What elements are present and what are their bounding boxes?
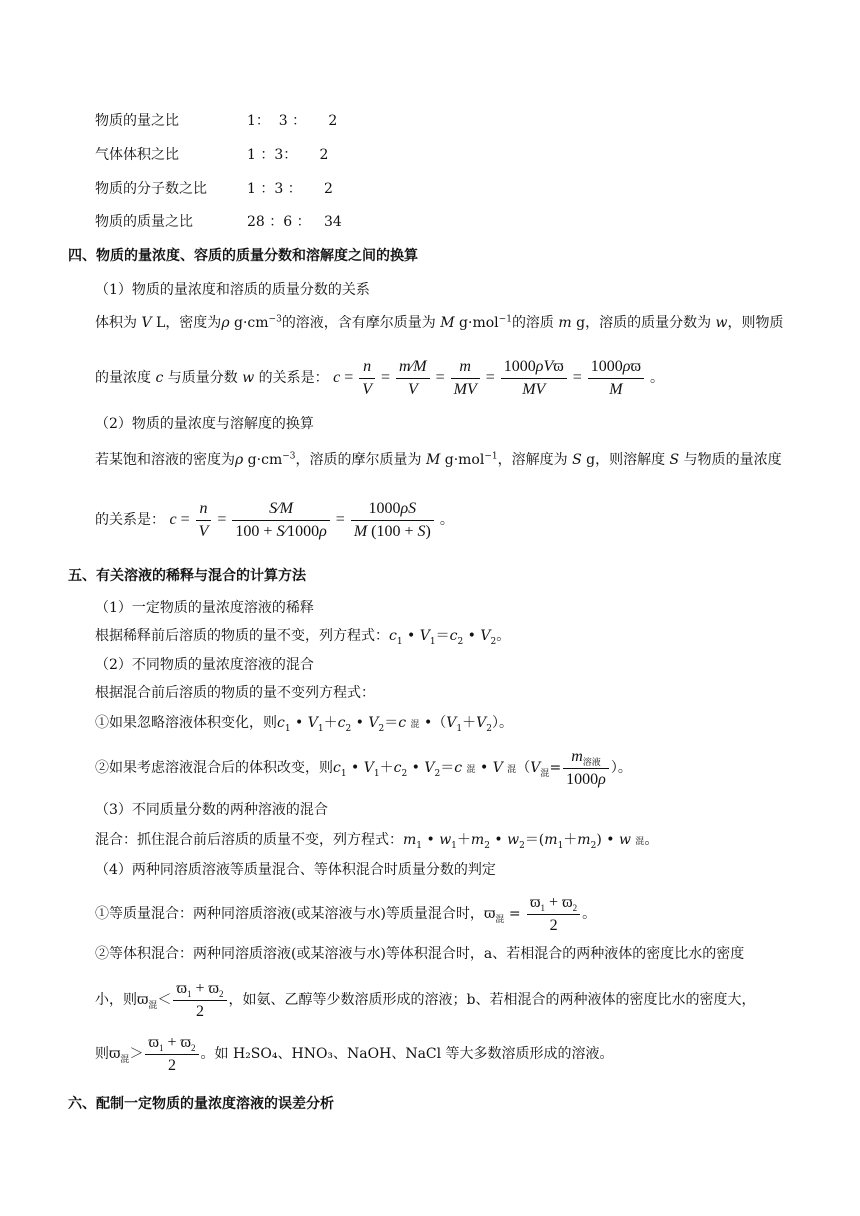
section-5-sub-2: （2）不同物质的量浓度溶液的混合 xyxy=(95,657,314,673)
ratio-label: 物质的质量之比 xyxy=(95,214,193,230)
ratio-row-1 xyxy=(95,111,337,131)
molarity-fraction-formula: c = $\frac{n}{V}$ = $\frac{m⁄M}{V}$ = $\frac{m}{MV}$ = $\frac{\text{1000ρVϖ}}{MV}$ = $\frac{1000\rho ϖ}{M}$ xyxy=(333,369,650,386)
ratio-values: 28 ：6 ： 34 xyxy=(247,214,342,230)
solubility-formula: c = $\frac{n}{V}$ = $\frac{S⁄M}{100 + S⁄1000\rho}$ = $\frac{1000\rho S}{M (100 + S)}$ xyxy=(169,511,439,528)
section-4-sub-1: （1）物质的量浓度和溶质的质量分数的关系 xyxy=(95,282,370,298)
equal-volume-mixing-line-2: 小，则$ϖ_混<$ $\frac{ϖ_1 + ϖ_2}{2}$ ，如氨、乙醇等少数溶质形成的溶液；b、若相混合的两种液体的密度比水的密度大， xyxy=(95,979,756,1020)
equal-volume-mixing-line-3: 则$ϖ_混>$ $\frac{ϖ_1 + ϖ_2}{2}$ 。如 H₂SO₄、HNO₃、NaOH、NaCl 等大多数溶质形成的溶液。 xyxy=(95,1033,614,1074)
ratio-label: 物质的量之比 xyxy=(95,113,179,129)
ratio-row-2 xyxy=(95,145,328,165)
ratio-row-4 xyxy=(95,212,342,232)
section-5-sub-1: （1）一定物质的量浓度溶液的稀释 xyxy=(95,600,314,616)
mass-fraction-mixing-equation: 混合：抓住混合前后溶质的质量不变，列方程式：$m_1$ • $w_1+m_2$ • $w_2=(m_1+m_2)$ • w 混。 xyxy=(95,832,659,851)
section-4-paragraph-1: 体积为 V L，密度为ρ $g\cdot cm^{-3}$的溶液，含有摩尔质量为 M g·mol$^{-1}$的溶质 m g，溶质的质量分数为 w，则物质 xyxy=(95,314,784,331)
section-5-heading: 五、有关溶液的稀释与混合的计算方法 xyxy=(68,568,306,584)
section-4-heading: 四、物质的量浓度、容质的质量分数和溶解度之间的换算 xyxy=(68,248,418,264)
ratio-values: 1 ：3： 2 xyxy=(247,147,329,163)
ratio-label: 物质的分子数之比 xyxy=(95,181,207,197)
section-5-sub-4: （4）两种同溶质溶液等质量混合、等体积混合时质量分数的判定 xyxy=(95,862,496,878)
ratio-row-3 xyxy=(95,179,333,199)
section-4-sub-2: （2）物质的量浓度与溶解度的换算 xyxy=(95,416,314,432)
section-5-line-2: 根据混合前后溶质的物质的量不变列方程式： xyxy=(95,685,375,701)
ratio-values: 1： 3 ： 2 xyxy=(247,113,338,129)
ratio-label: 气体体积之比 xyxy=(95,147,179,163)
section-4-formula-2: 的关系是： c = $\frac{n}{V}$ = $\frac{S⁄M}{100 + S⁄1000\rho}$ = $\frac{1000\rho S}{M (100 + S)}$ 。 xyxy=(95,499,454,540)
mixing-equation-1: ①如果忽略溶液体积变化，则$c_1$ • $V_1+c_2$ • $V_2=c$ 混 $•(V_1+V_2)$。 xyxy=(95,715,513,734)
ratio-values: 1 ：3 ： 2 xyxy=(247,181,333,197)
section-5-sub-3: （3）不同质量分数的两种溶液的混合 xyxy=(95,802,328,818)
section-4-formula-1: 的量浓度 c 与质量分数 w 的关系是： c = $\frac{n}{V}$ = $\frac{m⁄M}{V}$ = $\frac{m}{MV}$ = $\frac{\text{1000ρVϖ}}{MV}$ = $\frac{1000\rho ϖ}{M}$ 。 xyxy=(95,357,665,398)
equal-mass-mixing: ①等质量混合：两种同溶质溶液(或某溶液与水)等质量混合时，$ϖ_混$ = $\frac{ϖ_1 + ϖ_2}{2}$ 。 xyxy=(95,893,597,934)
section-6-heading: 六、配制一定物质的量浓度溶液的误差分析 xyxy=(68,1096,334,1112)
mixing-equation-2: ②如果考虑溶液混合后的体积改变，则$c_1$ • $V_1+c_2$ • $V_2=c$ 混 • V 混（$V_混=$ $\frac{m_{溶液}}{1000\rho}$ ）。 xyxy=(95,747,632,788)
section-4-paragraph-2: 若某饱和溶液的密度为ρ $g\cdot cm^{-3}$，溶质的摩尔质量为 M g·mol$^{-1}$，溶解度为 S g，则溶解度 S 与物质的量浓度 xyxy=(95,451,782,468)
equal-volume-mixing-line-1: ②等体积混合：两种同溶质溶液(或某溶液与水)等体积混合时，a、若相混合的两种液体的密度比水的密度 xyxy=(95,946,745,962)
dilution-equation: 根据稀释前后溶质的物质的量不变，列方程式：$c_1$ • $V_1=c_2$ • $V_2$。 xyxy=(95,628,511,647)
